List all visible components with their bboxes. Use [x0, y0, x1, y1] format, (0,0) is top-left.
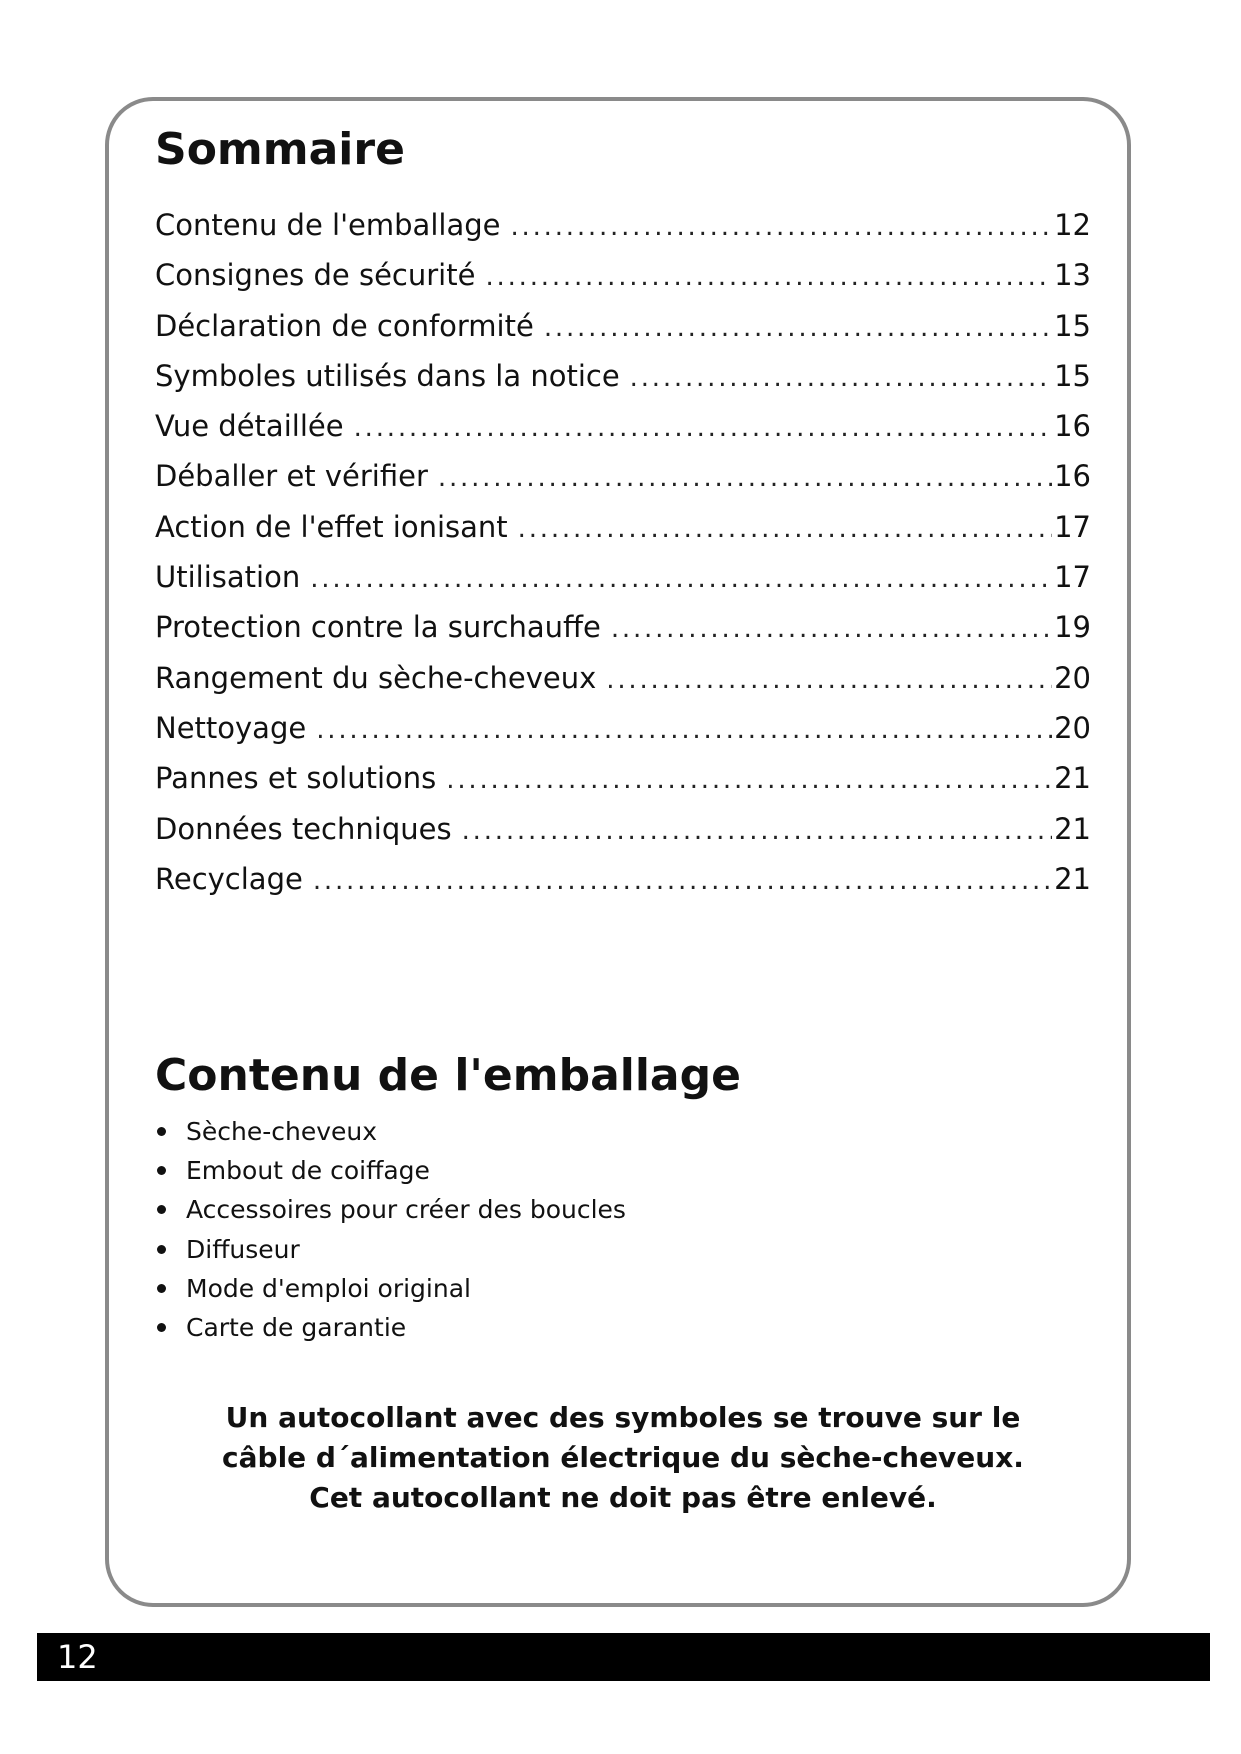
- toc-entry-page: 16: [1054, 409, 1091, 444]
- sticker-notice: [155, 1398, 1091, 1518]
- toc-entry-page: 17: [1054, 509, 1091, 544]
- toc-leader-dots: [611, 604, 1052, 654]
- toc-entry-label: Action de l'effet ionisant: [155, 509, 508, 544]
- toc-entry-label: Protection contre la surchauffe: [155, 610, 601, 645]
- list-item-label: Accessoires pour créer des boucles: [186, 1195, 626, 1225]
- toc-entry[interactable]: [155, 401, 1091, 451]
- list-item: [155, 1190, 626, 1229]
- toc-leader-dots: [606, 655, 1052, 705]
- toc-entry-page: 20: [1054, 710, 1091, 745]
- notice-line: Un autocollant avec des symboles se trouve sur le: [225, 1401, 1021, 1434]
- list-item-label: Embout de coiffage: [186, 1156, 430, 1186]
- toc-leader-dots: [544, 303, 1052, 353]
- toc-entry[interactable]: [155, 250, 1091, 300]
- page-number: 12: [57, 1638, 98, 1676]
- toc-entry[interactable]: [155, 653, 1091, 703]
- list-item-label: Diffuseur: [186, 1234, 300, 1264]
- toc-entry-page: 19: [1054, 610, 1091, 645]
- toc-entry-label: Recyclage: [155, 861, 303, 896]
- toc-entry-label: Déclaration de conformité: [155, 308, 534, 343]
- toc-entry-label: Contenu de l'emballage: [155, 208, 501, 242]
- toc-entry-label: Vue détaillée: [155, 409, 344, 444]
- toc-entry-page: 13: [1054, 258, 1091, 293]
- toc-leader-dots: [313, 856, 1052, 906]
- bullet-icon: [157, 1245, 166, 1254]
- toc-entry-label: Consignes de sécurité: [155, 258, 476, 293]
- list-item: [155, 1269, 626, 1308]
- toc-entry[interactable]: [155, 451, 1091, 501]
- toc-entry-page: 21: [1054, 861, 1091, 896]
- toc-entry-page: 15: [1054, 358, 1091, 393]
- toc-entry-label: Pannes et solutions: [155, 761, 437, 796]
- toc-entry-label: Symboles utilisés dans la notice: [155, 358, 620, 393]
- toc-entry[interactable]: [155, 301, 1091, 351]
- bullet-icon: [157, 1166, 166, 1175]
- toc-leader-dots: [354, 403, 1053, 453]
- toc-entry-page: 16: [1054, 459, 1091, 494]
- toc-entry-page: 15: [1054, 308, 1091, 343]
- toc-leader-dots: [438, 453, 1052, 503]
- toc-entry[interactable]: [155, 502, 1091, 552]
- toc-entry-page: 20: [1054, 660, 1091, 695]
- toc-entry[interactable]: [155, 854, 1091, 904]
- toc-entry-page: 21: [1054, 761, 1091, 796]
- list-item-label: Mode d'emploi original: [186, 1273, 471, 1303]
- toc-entry-label: Nettoyage: [155, 710, 307, 745]
- toc-leader-dots: [630, 353, 1052, 403]
- footer-bar: [37, 1633, 1210, 1681]
- toc-entry[interactable]: [155, 804, 1091, 854]
- toc-leader-dots: [462, 806, 1053, 856]
- bullet-icon: [157, 1323, 166, 1332]
- bullet-icon: [157, 1127, 166, 1136]
- toc-entry-page: 17: [1054, 560, 1091, 595]
- toc-entry-page: 21: [1054, 811, 1091, 846]
- toc-entry-label: Déballer et vérifier: [155, 459, 428, 494]
- toc-leader-dots: [518, 504, 1052, 554]
- toc-leader-dots: [310, 554, 1052, 604]
- toc-entry[interactable]: [155, 703, 1091, 753]
- toc-entry[interactable]: [155, 753, 1091, 803]
- package-contents-title: Contenu de l'emballage: [155, 1050, 741, 1101]
- toc-entry-label: Utilisation: [155, 560, 301, 595]
- toc-entry[interactable]: [155, 602, 1091, 652]
- list-item: [155, 1230, 626, 1269]
- toc-leader-dots: [446, 755, 1052, 805]
- list-item-label: Sèche-cheveux: [186, 1117, 378, 1147]
- bullet-icon: [157, 1205, 166, 1214]
- toc-leader-dots: [485, 252, 1052, 302]
- notice-line: câble d´alimentation électrique du sèche-cheveux.: [222, 1441, 1024, 1474]
- toc-entry[interactable]: [155, 200, 1091, 250]
- table-of-contents: [155, 200, 1091, 904]
- bullet-icon: [157, 1284, 166, 1293]
- toc-entry[interactable]: [155, 351, 1091, 401]
- list-item-label: Carte de garantie: [186, 1313, 407, 1343]
- toc-title: Sommaire: [155, 124, 405, 175]
- list-item: [155, 1112, 626, 1151]
- notice-line: Cet autocollant ne doit pas être enlevé.: [309, 1481, 937, 1514]
- package-contents-list: [155, 1112, 626, 1347]
- toc-leader-dots: [316, 705, 1052, 755]
- list-item: [155, 1151, 626, 1190]
- toc-entry-label: Données techniques: [155, 811, 452, 846]
- list-item: [155, 1308, 626, 1347]
- toc-entry[interactable]: [155, 552, 1091, 602]
- toc-entry-label: Rangement du sèche-cheveux: [155, 660, 597, 695]
- toc-leader-dots: [510, 202, 1052, 252]
- toc-entry-page: 12: [1054, 208, 1091, 242]
